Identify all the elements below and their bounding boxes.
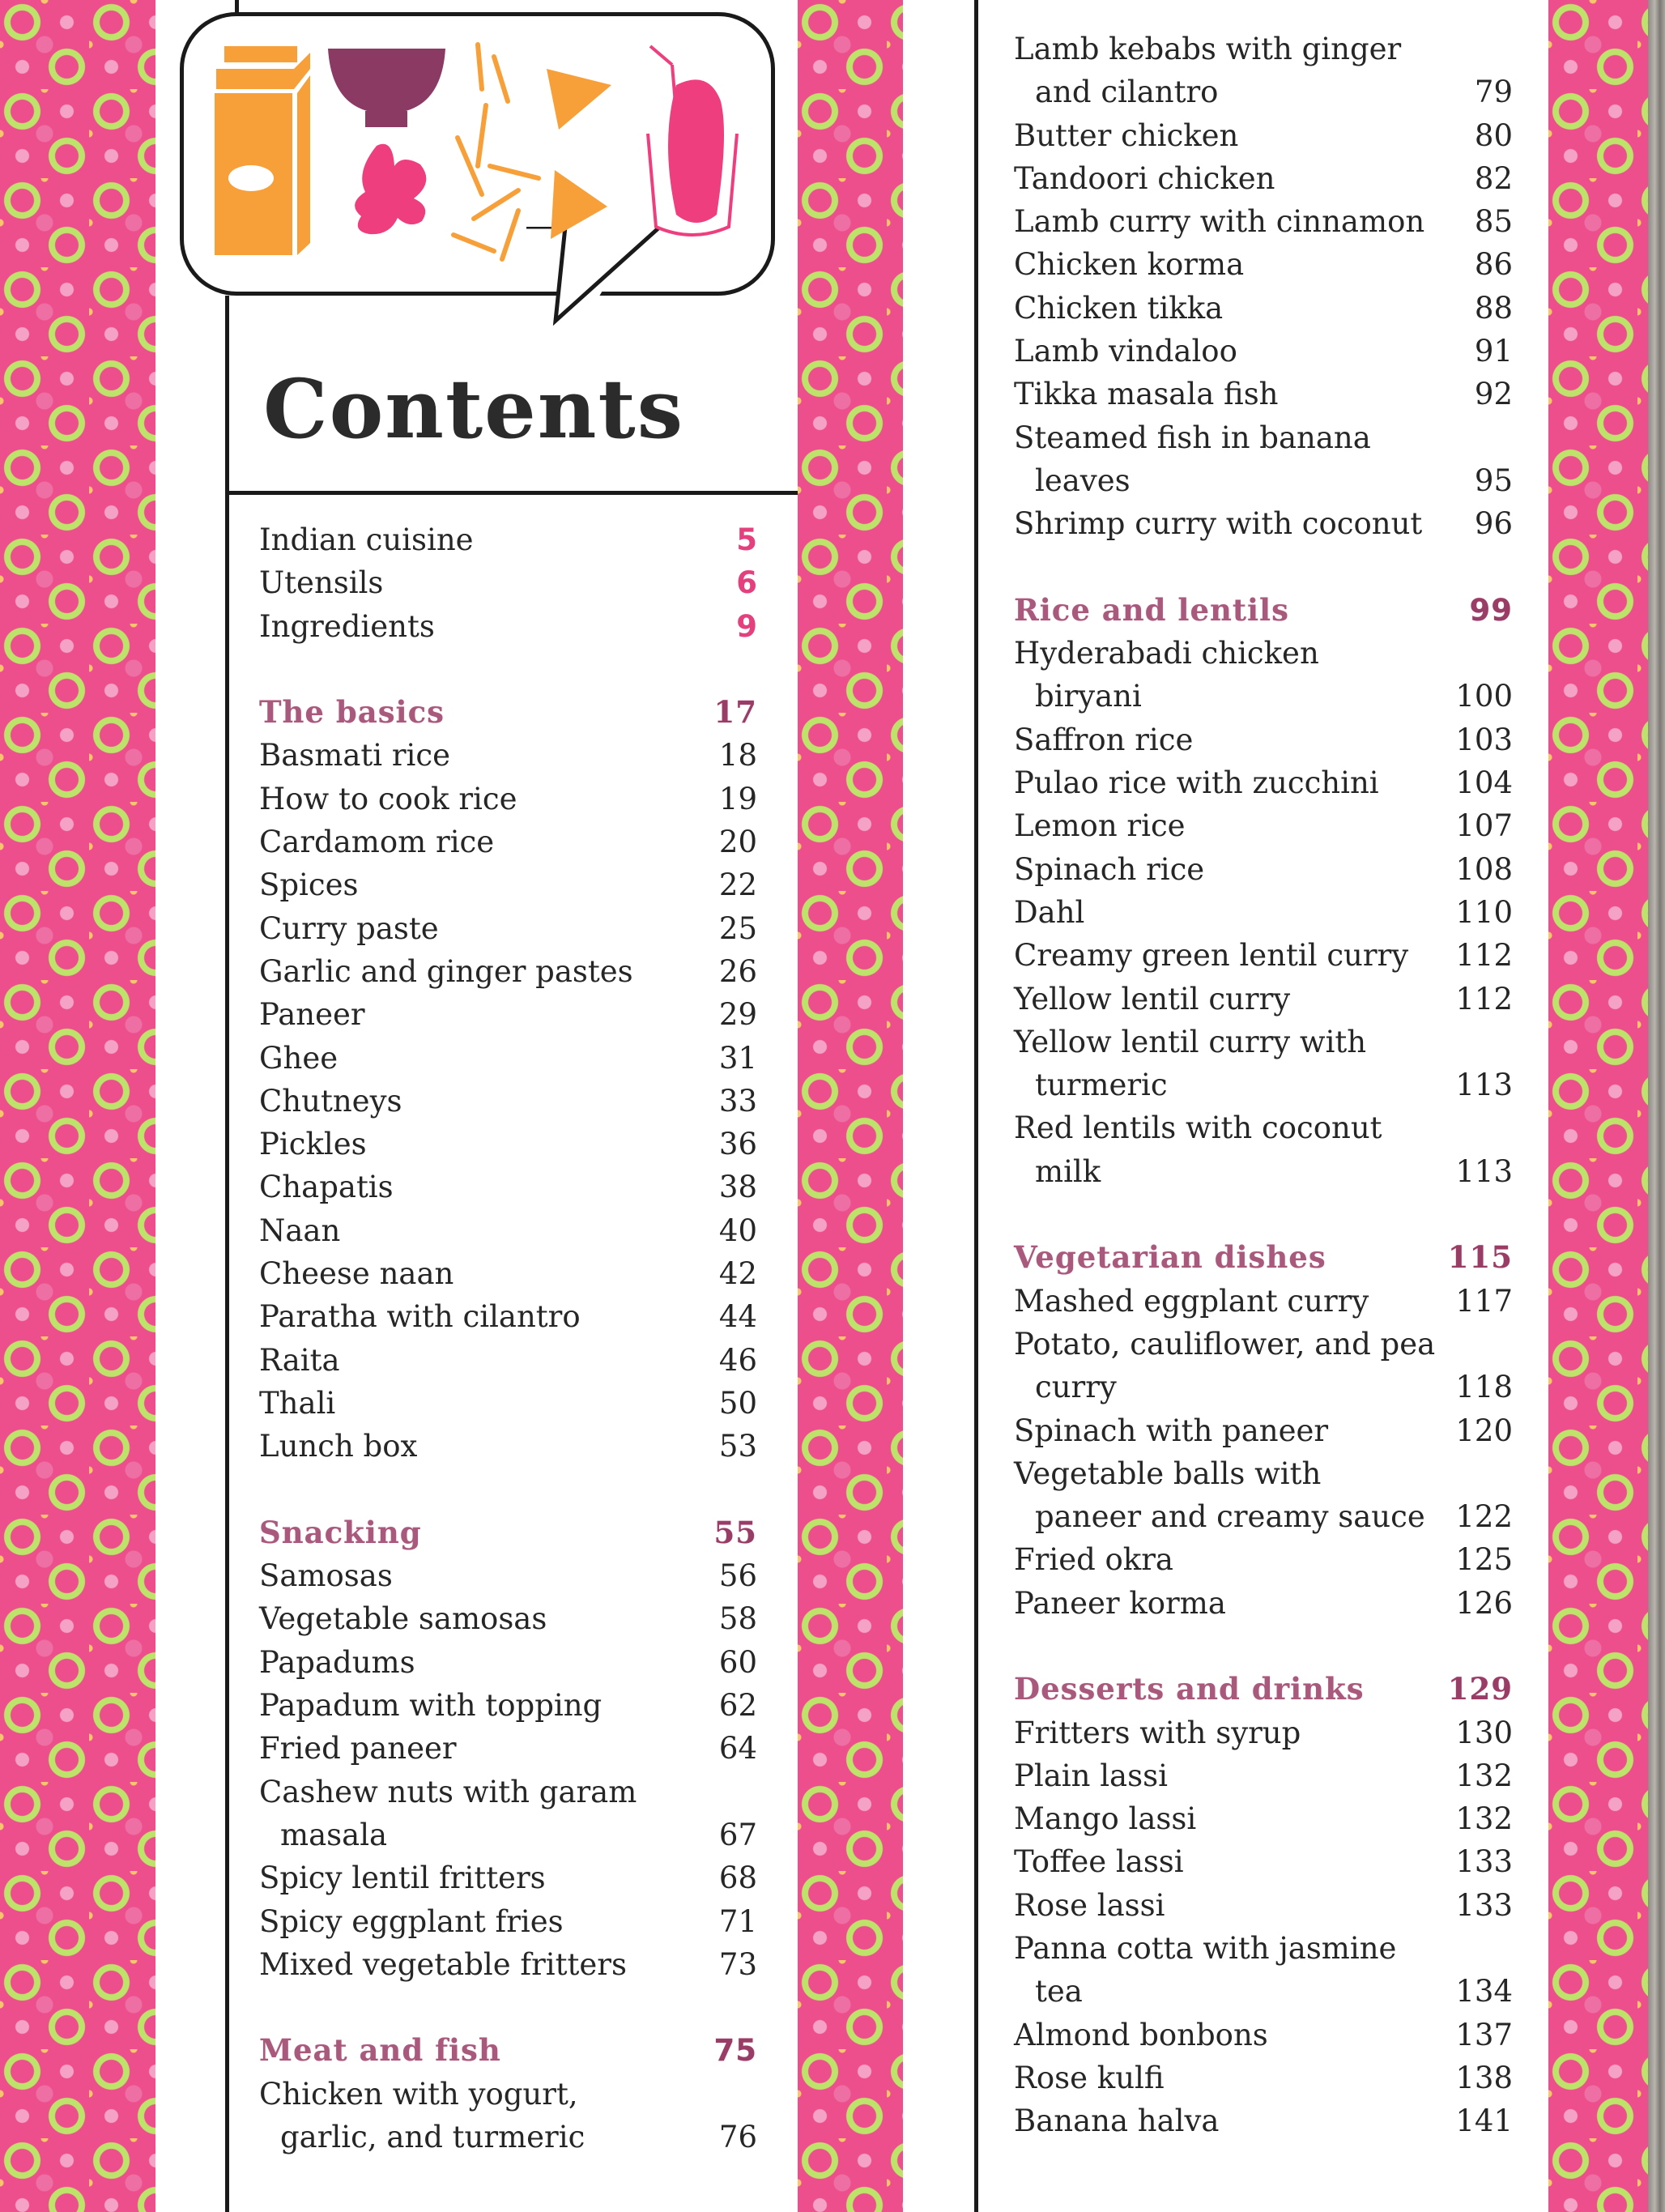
entry-title: Garlic and ginger pastes: [259, 953, 633, 989]
entry-page: 42: [718, 1256, 757, 1292]
toc-entry[interactable]: [1014, 502, 1513, 545]
section-title: The basics: [259, 694, 445, 731]
entry-page: 133: [1455, 1887, 1513, 1923]
entry-page: 60: [718, 1644, 757, 1680]
toc-entry[interactable]: [259, 950, 757, 993]
section-page: 115: [1447, 1239, 1513, 1276]
toc-entry-continued[interactable]: [259, 1813, 757, 1856]
entry-title: Cashew nuts with garam: [259, 1774, 637, 1809]
entry-page: 67: [718, 1817, 757, 1852]
entry-title: Shrimp curry with coconut: [1014, 506, 1423, 542]
entry-title: Spinach with paneer: [1014, 1413, 1329, 1448]
entry-title: milk: [1035, 1153, 1101, 1189]
toc-entry[interactable]: [259, 820, 757, 863]
entry-page: 103: [1455, 722, 1513, 757]
toc-entry[interactable]: [1014, 373, 1513, 416]
section-page: 17: [713, 694, 757, 731]
entry-page: 113: [1455, 1068, 1513, 1103]
entry-title: curry: [1035, 1370, 1117, 1405]
entry-page: 125: [1455, 1542, 1513, 1578]
entry-page: 62: [718, 1688, 757, 1724]
toc-entry[interactable]: [1014, 978, 1513, 1021]
toc-entry[interactable]: [259, 1943, 757, 1986]
toc-entry-continued[interactable]: [1014, 459, 1513, 502]
entry-title: Lemon rice: [1014, 808, 1186, 844]
title-underline: [225, 491, 798, 495]
section-title: Desserts and drinks: [1014, 1671, 1365, 1707]
entry-title: Chutneys: [259, 1083, 402, 1119]
entry-title: Ingredients: [259, 608, 435, 644]
entry-title: Butter chicken: [1014, 117, 1239, 153]
entry-page: 133: [1455, 1844, 1513, 1880]
entry-title: Spicy eggplant fries: [259, 1903, 564, 1939]
toc-entry[interactable]: [1014, 934, 1513, 977]
entry-title: Raita: [259, 1342, 340, 1378]
entry-title: Steamed fish in banana: [1014, 420, 1371, 455]
section-heading[interactable]: [1014, 1236, 1513, 1279]
page-title: Contents: [263, 361, 685, 457]
section-title: Meat and fish: [259, 2032, 501, 2069]
book-page-edge: [1648, 0, 1665, 2212]
entry-title: Paneer: [259, 997, 365, 1033]
entry-title: Tikka masala fish: [1014, 377, 1279, 412]
toc-entry[interactable]: [259, 561, 757, 604]
toc-entry[interactable]: [1014, 243, 1513, 286]
section-page: 129: [1447, 1671, 1513, 1707]
toc-entry[interactable]: [1014, 1754, 1513, 1797]
toc-entry[interactable]: [259, 518, 757, 561]
entry-page: 9: [736, 608, 757, 644]
entry-title: Chicken tikka: [1014, 290, 1224, 326]
entry-title: Lamb vindaloo: [1014, 334, 1237, 369]
entry-page: 5: [736, 522, 757, 557]
entry-page: 85: [1474, 204, 1513, 240]
toc-entry[interactable]: [1014, 1323, 1513, 1366]
toc-entry[interactable]: [259, 1727, 757, 1770]
entry-page: 20: [718, 825, 757, 860]
toc-entry[interactable]: [1014, 2099, 1513, 2142]
toc-entry[interactable]: [1014, 1409, 1513, 1452]
section-heading[interactable]: [1014, 589, 1513, 632]
section-title: Vegetarian dishes: [1014, 1239, 1326, 1276]
toc-entry[interactable]: [259, 1900, 757, 1943]
toc-entry[interactable]: [1014, 114, 1513, 157]
entry-page: 82: [1474, 160, 1513, 196]
toc-entry[interactable]: [259, 1382, 757, 1425]
entry-title: Fried paneer: [259, 1731, 457, 1767]
toc-entry[interactable]: [259, 993, 757, 1036]
toc-entry[interactable]: [259, 907, 757, 950]
entry-title: Hyderabadi chicken: [1014, 636, 1319, 671]
entry-title: Spices: [259, 867, 359, 903]
toc-entry[interactable]: [259, 1856, 757, 1899]
entry-page: 96: [1474, 506, 1513, 542]
entry-page: 33: [718, 1083, 757, 1119]
section-title: Snacking: [259, 1514, 422, 1550]
toc-entry[interactable]: [1014, 287, 1513, 330]
entry-page: 6: [736, 565, 757, 601]
toc-entry[interactable]: [1014, 1797, 1513, 1840]
entry-page: 112: [1455, 938, 1513, 974]
toc-entry-continued[interactable]: [1014, 1495, 1513, 1538]
entry-page: 76: [718, 2119, 757, 2154]
entry-title: Ghee: [259, 1040, 339, 1076]
entry-title: Paneer korma: [1014, 1585, 1226, 1621]
toc-entry[interactable]: [1014, 1538, 1513, 1581]
toc-entry[interactable]: [1014, 2056, 1513, 2099]
toc-entry[interactable]: [1014, 1452, 1513, 1495]
entry-title: Vegetable balls with: [1014, 1455, 1322, 1491]
entry-title: biryani: [1035, 679, 1142, 714]
toc-entry[interactable]: [1014, 200, 1513, 243]
toc-entry[interactable]: [259, 1771, 757, 1813]
entry-title: Chapatis: [259, 1170, 394, 1205]
entry-title: Mashed eggplant curry: [1014, 1283, 1369, 1319]
entry-page: 58: [718, 1601, 757, 1637]
toc-entry[interactable]: [1014, 804, 1513, 847]
entry-page: 86: [1474, 247, 1513, 283]
entry-page: 80: [1474, 117, 1513, 153]
entry-title: Chicken with yogurt,: [259, 2076, 578, 2112]
rice-grains-icon: [454, 45, 539, 259]
entry-page: 117: [1455, 1283, 1513, 1319]
entry-title: Dahl: [1014, 894, 1085, 930]
entry-title: Paratha with cilantro: [259, 1299, 581, 1335]
entry-title: Pulao rice with zucchini: [1014, 765, 1379, 801]
entry-title: Cardamom rice: [259, 825, 495, 860]
entry-page: 36: [718, 1127, 757, 1162]
entry-page: 110: [1455, 894, 1513, 930]
entry-title: Mango lassi: [1014, 1801, 1197, 1837]
entry-page: 68: [718, 1860, 757, 1896]
entry-title: Plain lassi: [1014, 1758, 1168, 1793]
entry-title: Thali: [259, 1385, 336, 1421]
entry-title: Utensils: [259, 565, 384, 601]
entry-title: Indian cuisine: [259, 522, 474, 557]
entry-title: tea: [1035, 1974, 1083, 2010]
toc-entry[interactable]: [1014, 848, 1513, 891]
entry-title: Creamy green lentil curry: [1014, 938, 1409, 974]
toc-entry[interactable]: [1014, 157, 1513, 200]
entry-title: Chicken korma: [1014, 247, 1245, 283]
entry-title: Basmati rice: [259, 738, 450, 774]
entry-page: 132: [1455, 1758, 1513, 1793]
entry-page: 108: [1455, 851, 1513, 887]
entry-title: Mixed vegetable fritters: [259, 1946, 627, 1982]
left-page-border: [225, 296, 229, 2212]
toc-entry[interactable]: [1014, 718, 1513, 761]
toc-entry[interactable]: [259, 863, 757, 906]
toc-entry[interactable]: [259, 605, 757, 648]
entry-page: 91: [1474, 334, 1513, 369]
toc-entry[interactable]: [259, 1339, 757, 1382]
entry-title: Fried okra: [1014, 1542, 1173, 1578]
entry-page: 71: [718, 1903, 757, 1939]
toc-entry[interactable]: [259, 1425, 757, 1468]
entry-page: 100: [1455, 679, 1513, 714]
toc-entry[interactable]: [1014, 1582, 1513, 1625]
entry-title: Pickles: [259, 1127, 367, 1162]
entry-title: and cilantro: [1035, 75, 1219, 110]
toc-entry[interactable]: [1014, 1280, 1513, 1323]
toc-entry-continued[interactable]: [1014, 1366, 1513, 1409]
entry-page: 53: [718, 1429, 757, 1464]
entry-title: Toffee lassi: [1014, 1844, 1184, 1880]
food-illustration: [207, 36, 757, 271]
toc-entry[interactable]: [1014, 416, 1513, 459]
toc-entry[interactable]: [259, 1166, 757, 1208]
entry-page: 126: [1455, 1585, 1513, 1621]
entry-page: 29: [718, 997, 757, 1033]
toc-entry-continued[interactable]: [1014, 1063, 1513, 1106]
toc-entry[interactable]: [1014, 1884, 1513, 1927]
toc-entry[interactable]: [1014, 1106, 1513, 1149]
entry-title: Curry paste: [259, 910, 439, 946]
entry-title: Lamb kebabs with ginger: [1014, 32, 1402, 66]
entry-page: 120: [1455, 1413, 1513, 1448]
entry-title: Saffron rice: [1014, 722, 1194, 757]
toc-entry-continued[interactable]: [1014, 1970, 1513, 2013]
toc-entry[interactable]: [1014, 1021, 1513, 1063]
toc-entry-continued[interactable]: [259, 2116, 757, 2159]
section-page: 99: [1469, 592, 1513, 628]
entry-page: 18: [718, 738, 757, 774]
section-page: 75: [713, 2033, 757, 2069]
toc-entry[interactable]: [259, 1554, 757, 1597]
entry-page: 31: [718, 1040, 757, 1076]
toc-entry-continued[interactable]: [1014, 1150, 1513, 1193]
bowl-icon: [328, 49, 445, 127]
entry-page: 130: [1455, 1715, 1513, 1750]
toc-entry[interactable]: [259, 1641, 757, 1684]
entry-title: Naan: [259, 1213, 341, 1248]
entry-page: 92: [1474, 377, 1513, 412]
entry-page: 141: [1455, 2103, 1513, 2139]
toc-entry[interactable]: [259, 1295, 757, 1338]
toc-entry[interactable]: [259, 778, 757, 820]
section-page: 55: [713, 1514, 757, 1550]
entry-title: Spicy lentil fritters: [259, 1860, 546, 1896]
entry-title: masala: [280, 1817, 388, 1852]
toc-entry[interactable]: [1014, 891, 1513, 934]
entry-title: Fritters with syrup: [1014, 1715, 1301, 1750]
decorative-pattern-left: [0, 0, 155, 2212]
entry-title: Rose kulfi: [1014, 2060, 1165, 2095]
nacho-chips-icon: [547, 69, 611, 239]
entry-title: Papadums: [259, 1644, 415, 1680]
toc-entry[interactable]: [259, 1037, 757, 1080]
entry-title: Cheese naan: [259, 1256, 454, 1292]
section-title: Rice and lentils: [1014, 591, 1289, 628]
entry-title: paneer and creamy sauce: [1035, 1499, 1425, 1535]
entry-title: turmeric: [1035, 1068, 1168, 1103]
toc-entry[interactable]: [1014, 2014, 1513, 2056]
toc-column-left: [259, 518, 757, 2159]
entry-page: 26: [718, 953, 757, 989]
entry-title: Banana halva: [1014, 2103, 1220, 2139]
toc-entry[interactable]: [1014, 1927, 1513, 1970]
entry-page: 107: [1455, 808, 1513, 844]
ginger-root-icon: [355, 144, 426, 234]
entry-title: Yellow lentil curry with: [1014, 1024, 1367, 1059]
section-heading[interactable]: [259, 1511, 757, 1554]
entry-page: 22: [718, 867, 757, 903]
entry-title: Panna cotta with jasmine: [1014, 1931, 1397, 1967]
entry-page: 112: [1455, 981, 1513, 1016]
entry-page: 113: [1455, 1153, 1513, 1189]
entry-page: 46: [718, 1342, 757, 1378]
toc-entry-continued[interactable]: [1014, 675, 1513, 718]
entry-title: Red lentils with coconut: [1014, 1110, 1382, 1146]
toc-entry[interactable]: [259, 734, 757, 777]
entry-page: 137: [1455, 2017, 1513, 2052]
toc-entry[interactable]: [259, 2073, 757, 2116]
entry-page: 79: [1474, 75, 1513, 110]
entry-title: How to cook rice: [259, 781, 517, 816]
toc-entry[interactable]: [1014, 761, 1513, 804]
toc-entry[interactable]: [1014, 1711, 1513, 1754]
toc-entry[interactable]: [259, 1209, 757, 1252]
entry-title: Lamb curry with cinnamon: [1014, 204, 1425, 240]
toc-entry-continued[interactable]: [1014, 70, 1513, 113]
entry-page: 138: [1455, 2060, 1513, 2095]
decorative-pattern-right: [1548, 0, 1648, 2212]
entry-page: 122: [1455, 1499, 1513, 1535]
entry-title: Almond bonbons: [1014, 2017, 1268, 2052]
milk-carton-icon: [215, 46, 310, 255]
entry-title: Papadum with topping: [259, 1688, 603, 1724]
toc-entry[interactable]: [259, 1080, 757, 1123]
toc-entry[interactable]: [259, 1252, 757, 1295]
entry-title: Tandoori chicken: [1014, 160, 1275, 196]
toc-entry[interactable]: [1014, 28, 1513, 70]
entry-title: Spinach rice: [1014, 851, 1205, 887]
entry-title: Rose lassi: [1014, 1887, 1165, 1923]
decorative-pattern-center: [798, 0, 903, 2212]
section-heading[interactable]: [1014, 1668, 1513, 1711]
entry-page: 95: [1474, 462, 1513, 498]
toc-entry[interactable]: [1014, 330, 1513, 373]
entry-title: leaves: [1035, 462, 1131, 498]
entry-page: 44: [718, 1299, 757, 1335]
entry-page: 19: [718, 781, 757, 816]
toc-column-right: [1014, 28, 1513, 2143]
toc-entry[interactable]: [259, 1597, 757, 1640]
entry-page: 64: [718, 1731, 757, 1767]
entry-page: 104: [1455, 765, 1513, 801]
entry-title: Vegetable samosas: [259, 1601, 547, 1637]
entry-page: 118: [1455, 1370, 1513, 1405]
entry-title: garlic, and turmeric: [280, 2119, 586, 2154]
toc-entry[interactable]: [1014, 632, 1513, 675]
toc-entry[interactable]: [1014, 1840, 1513, 1883]
toc-entry[interactable]: [259, 1684, 757, 1727]
entry-page: 50: [718, 1385, 757, 1421]
entry-page: 40: [718, 1213, 757, 1248]
entry-page: 25: [718, 910, 757, 946]
right-page-border: [974, 0, 978, 2212]
section-heading[interactable]: [259, 2029, 757, 2072]
entry-page: 134: [1455, 1974, 1513, 2010]
entry-page: 56: [718, 1558, 757, 1594]
entry-title: Lunch box: [259, 1429, 418, 1464]
entry-page: 73: [718, 1946, 757, 1982]
lassi-glass-icon: [648, 46, 737, 235]
entry-title: Yellow lentil curry: [1014, 981, 1291, 1016]
toc-entry[interactable]: [259, 1123, 757, 1166]
entry-page: 88: [1474, 290, 1513, 326]
entry-title: Samosas: [259, 1558, 393, 1594]
entry-title: Potato, cauliflower, and pea: [1014, 1326, 1436, 1362]
entry-page: 132: [1455, 1801, 1513, 1837]
entry-page: 38: [718, 1170, 757, 1205]
section-heading[interactable]: [259, 691, 757, 734]
